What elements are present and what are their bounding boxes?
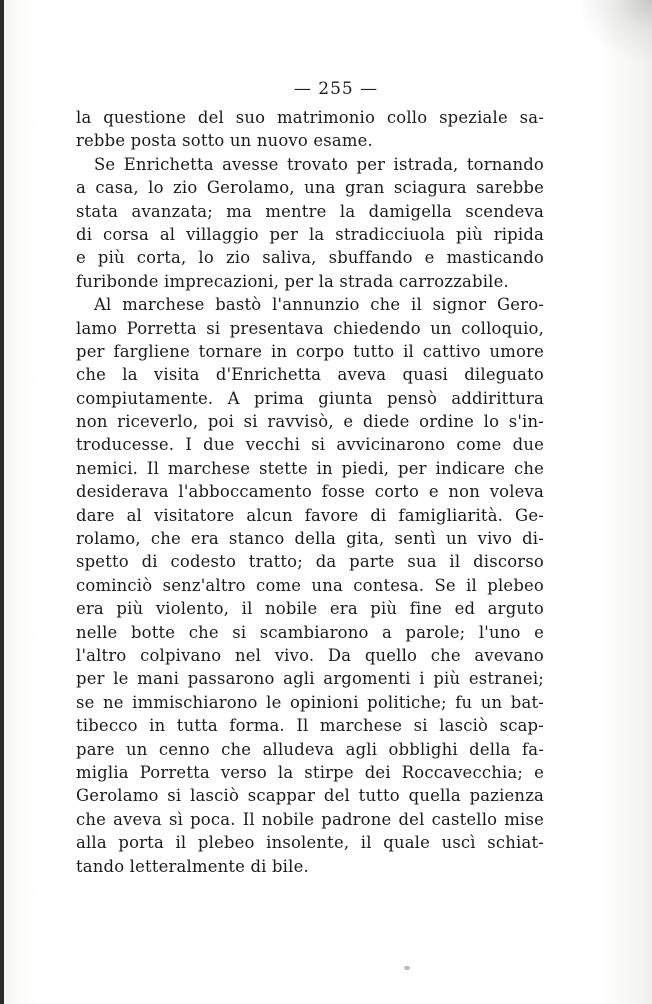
text-line: la questione del suo matrimonio collo speziale sa- <box>76 108 544 127</box>
text-line: era più violento, il nobile era più fine ed arguto <box>76 599 544 619</box>
text-line: alla porta il plebeo insolente, il quale uscì schiat- <box>76 833 544 853</box>
text-line: rolamo, che era stanco della gita, sentì un vivo di- <box>76 529 544 549</box>
text-line: desiderava l'abboccamento fosse corto e non voleva <box>76 482 544 502</box>
text-line: nelle botte che si scambiarono a parole; l'uno e <box>76 622 544 642</box>
text-line: che aveva sì poca. Il nobile padrone del castello mise <box>76 809 544 829</box>
paper-speck <box>404 966 410 970</box>
text-line: nemici. Il marchese stette in piedi, per indicare che <box>76 458 544 478</box>
text-line: l'altro colpivano nel vivo. Da quello che avevano <box>76 645 544 665</box>
text-line: cominciò senz'altro come una contesa. Se il plebeo <box>76 575 544 595</box>
text-line: spetto di codesto tratto; da parte sua il discorso <box>76 552 544 572</box>
text-line: per fargliene tornare in corpo tutto il cattivo umore <box>76 341 544 361</box>
page-number: — 255 — <box>293 79 379 99</box>
text-line: miglia Porretta verso la stirpe dei Roccavecchia; e <box>76 762 544 782</box>
text-line: che la visita d'Enrichetta aveva quasi dileguato <box>76 365 544 385</box>
text-line: compiutamente. A prima giunta pensò addirittura <box>76 388 544 408</box>
text-line: Se Enrichetta avesse trovato per istrada, tornando <box>94 154 544 174</box>
page-binding-edge <box>0 0 4 1004</box>
text-line: lamo Porretta si presentava chiedendo un colloquio, <box>76 318 544 338</box>
text-line: se ne immischiarono le opinioni politiche; fu un bat- <box>76 692 544 712</box>
text-line: di corsa al villaggio per la stradicciuola più ripida <box>76 224 544 244</box>
text-line: Gerolamo si lasciò scappar del tutto quella pazienza <box>76 786 544 806</box>
text-line: rebbe posta sotto un nuovo esame. <box>76 131 373 151</box>
text-line: dare al visitatore alcun favore di famigliarità. Ge- <box>76 505 544 525</box>
text-line: per le mani passarono agli argomenti i più estranei; <box>76 669 544 689</box>
text-line: stata avanzata; ma mentre la damigella scendeva <box>76 201 544 221</box>
text-line: Al marchese bastò l'annunzio che il signor Gero- <box>94 295 544 315</box>
text-line: e più corta, lo zio saliva, sbuffando e masticando <box>76 248 544 268</box>
text-line: tando letteralmente di bile. <box>76 856 309 876</box>
text-line: a casa, lo zio Gerolamo, una gran sciagura sarebbe <box>76 178 544 198</box>
text-line: non riceverlo, poi si ravvisò, e diede ordine lo s'in- <box>76 412 544 432</box>
text-line: troducesse. I due vecchi si avvicinarono come due <box>76 435 544 455</box>
page-corner-shadow <box>582 0 652 60</box>
text-line: tibecco in tutta forma. Il marchese si lasciò scap- <box>76 716 544 736</box>
text-line: furibonde imprecazioni, per la strada carrozzabile. <box>76 271 509 291</box>
text-line: pare un cenno che alludeva agli obblighi della fa- <box>76 739 544 759</box>
body-text <box>76 106 544 878</box>
